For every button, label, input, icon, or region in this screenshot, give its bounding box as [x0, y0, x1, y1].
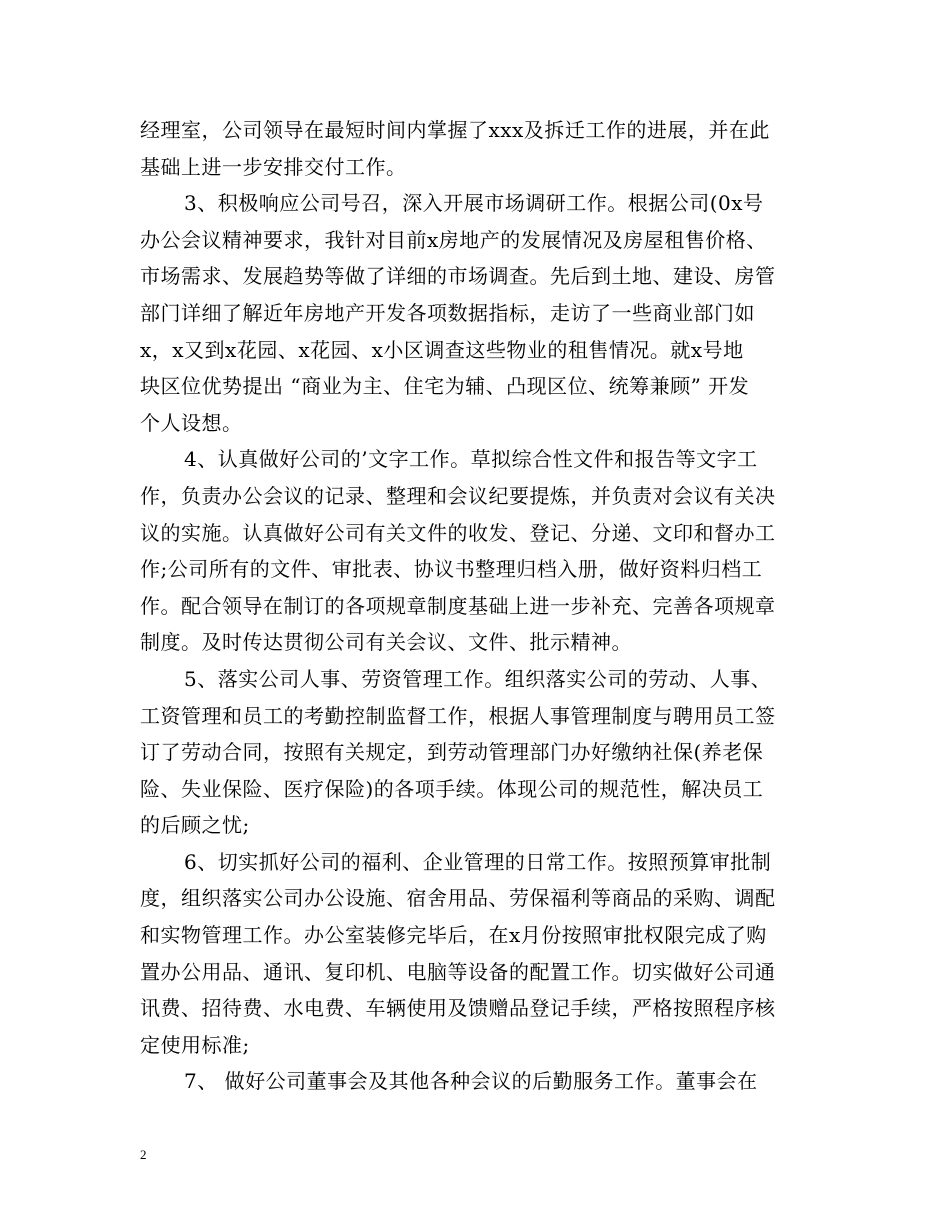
- text-line: 度，组织落实公司办公设施、宿舍用品、劳保福利等商品的采购、调配: [140, 886, 776, 911]
- text-line: 4、认真做好公司的’文字工作。草拟综合性文件和报告等文字工: [184, 447, 758, 472]
- text-line: 7、 做好公司董事会及其他各种会议的后勤服务工作。董事会在: [184, 1069, 758, 1094]
- text-line: 工资管理和员工的考勤控制监督工作，根据人事管理制度与聘用员工签: [140, 703, 776, 728]
- text-line: 3、积极响应公司号召，深入开展市场调研工作。根据公司(0x号: [184, 191, 764, 216]
- text-line: 置办公用品、通讯、复印机、电脑等设备的配置工作。切实做好公司通: [140, 959, 776, 984]
- text-line: 基础上进一步安排交付工作。: [140, 154, 407, 179]
- text-line: 险、失业保险、医疗保险)的各项手续。体现公司的规范性，解决员工: [140, 776, 764, 801]
- text-line: 讯费、招待费、水电费、车辆使用及馈赠品登记手续，严格按照程序核: [140, 996, 776, 1021]
- text-line: 制度。及时传达贯彻公司有关会议、文件、批示精神。: [140, 630, 632, 655]
- text-line: 市场需求、发展趋势等做了详细的市场调查。先后到土地、建设、房管: [140, 264, 776, 289]
- text-line: x，x又到x花园、x花园、x小区调查这些物业的租售情况。就x号地: [140, 337, 744, 362]
- text-line: 5、落实公司人事、劳资管理工作。组织落实公司的劳动、人事、: [184, 666, 772, 691]
- text-line: 定使用标准;: [140, 1032, 250, 1057]
- text-line: 作，负责办公会议的记录、整理和会议纪要提炼，并负责对会议有关决: [140, 483, 776, 508]
- text-line: 办公会议精神要求，我针对目前x房地产的发展情况及房屋租售价格、: [140, 227, 767, 252]
- text-line: 块区位优势提出 “商业为主、住宅为辅、凸现区位、统筹兼顾” 开发: [140, 374, 750, 399]
- text-line: 作;公司所有的文件、审批表、协议书整理归档入册，做好资料归档工: [140, 557, 763, 582]
- text-line: 的后顾之忧;: [140, 813, 250, 838]
- page-number: 2: [140, 1147, 147, 1162]
- text-line: 个人设想。: [140, 410, 243, 435]
- text-line: 经理室，公司领导在最短时间内掌握了xxx及拆迁工作的进展，并在此: [140, 118, 770, 142]
- text-line: 议的实施。认真做好公司有关文件的收发、登记、分递、文印和督办工: [140, 520, 776, 545]
- text-line: 6、切实抓好公司的福利、企业管理的日常工作。按照预算审批制: [184, 849, 772, 874]
- text-line: 订了劳动合同，按照有关规定，到劳动管理部门办好缴纳社保(养老保: [140, 740, 764, 765]
- body-text: [140, 112, 812, 1100]
- text-line: 部门详细了解近年房地产开发各项数据指标，走访了一些商业部门如: [140, 300, 755, 325]
- text-line: 和实物管理工作。办公室装修完毕后，在x月份按照审批权限完成了购: [140, 923, 767, 948]
- text-line: 作。配合领导在制订的各项规章制度基础上进一步补充、完善各项规章: [140, 593, 776, 618]
